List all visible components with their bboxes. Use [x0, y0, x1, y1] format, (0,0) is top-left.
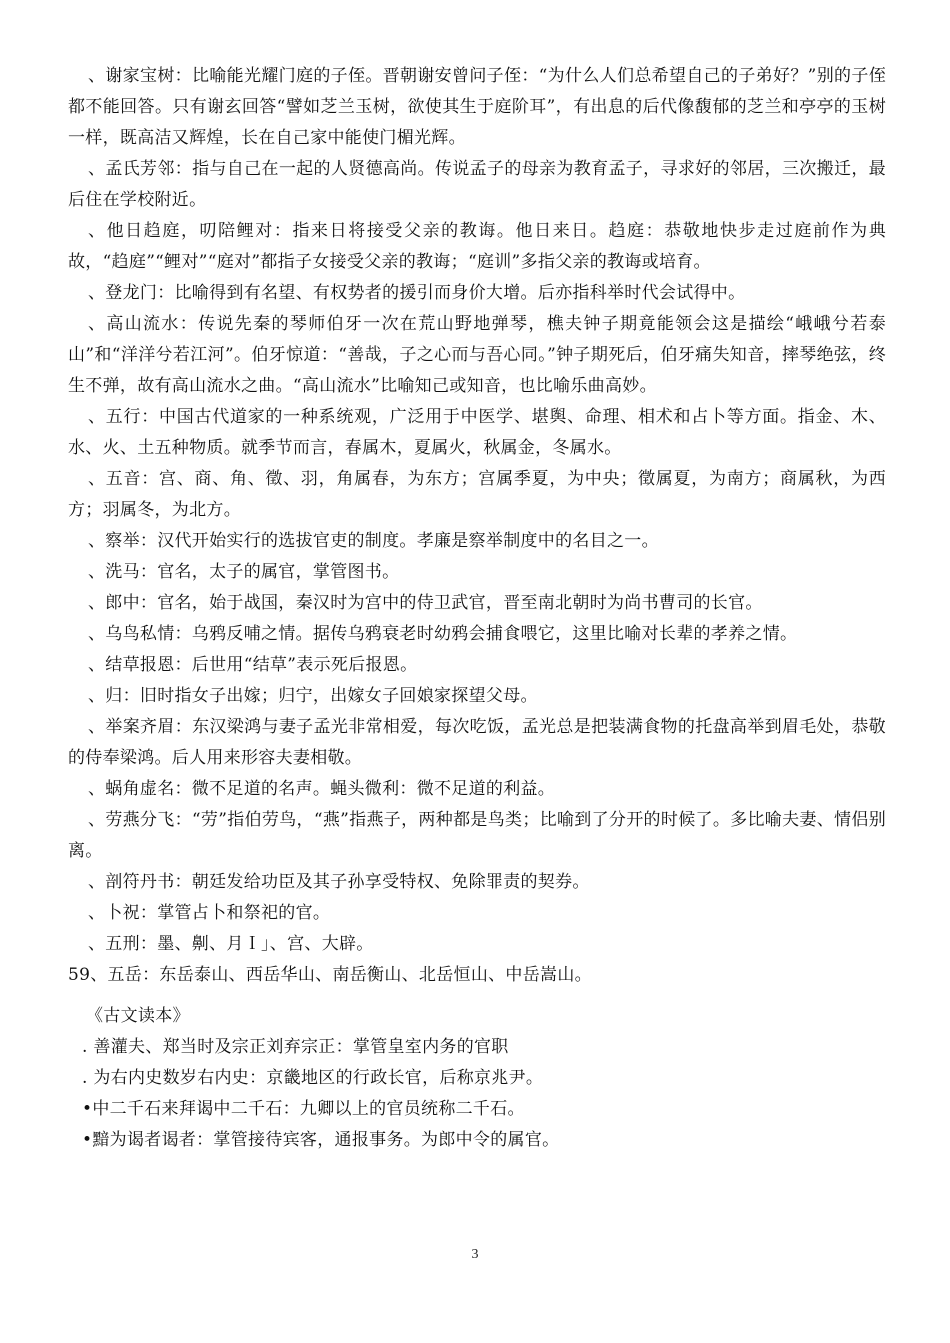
- sub-item: •中二千石来拜谒中二千石：九卿以上的官员统称二千石。: [82, 1099, 525, 1119]
- entry-wuxing-punishments: 、五刑：墨、劓、月Ｉ」、宫、大辟。: [88, 934, 374, 954]
- entry-xiejia-baoshu: 、谢家宝树：比喻能光耀门庭的子侄。晋朝谢安曾问子侄：“为什么人们总希望自己的子弟好？”别的子侄都不能回答。只有谢玄回答“譬如芝兰玉树，欲使其生于庭阶耳”，有出息的后代像馥郁的芝兰和亭亭的玉树一样，既高洁又辉煌，长在自己家中能使门楣光辉。: [68, 66, 886, 148]
- entry-tari-quting: 、他日趋庭，叨陪鲤对：指来日将接受父亲的教诲。他日来日。趋庭：恭敬地快步走过庭前作为典故，“趋庭”“鲤对”“庭对”都指子女接受父亲的教诲；“庭训”多指父亲的教诲或培育。: [68, 221, 886, 272]
- entry-buzhu: 、卜祝：掌管占卜和祭祀的官。: [88, 903, 331, 923]
- entry-wuxing: 、五行：中国古代道家的一种系统观，广泛用于中医学、堪舆、命理、相术和占卜等方面。指金、木、水、火、土五种物质。就季节而言，春属木，夏属火，秋属金，冬属水。: [68, 407, 886, 458]
- entry-wuyin: 、五音：宫、商、角、徵、羽，角属春，为东方；宫属季夏，为中央；徵属夏，为南方；商属秋，为西方；羽属冬，为北方。: [68, 469, 886, 520]
- entry-deng-longmen: 、登龙门：比喻得到有名望、有权势者的援引而身价大增。后亦指科举时代会试得中。: [88, 283, 746, 303]
- sub-item: . 为右内史数岁右内史：京畿地区的行政长官，后称京兆尹。: [82, 1068, 544, 1088]
- entry-xianma: 、洗马：官名，太子的属官，掌管图书。: [88, 562, 400, 582]
- entry-laoyan-fenfei: 、劳燕分飞：“劳”指伯劳鸟，“燕”指燕子，两种都是鸟类；比喻到了分开的时候了。多比喻夫妻、情侣别离。: [68, 810, 886, 861]
- entry-gaoshan-liushui: 、高山流水：传说先秦的琴师伯牙一次在荒山野地弹琴，樵夫钟子期竟能领会这是描绘“峨峨兮若泰山”和“洋洋兮若江河”。伯牙惊道：“善哉，子之心而与吾心同。”钟子期死后，伯牙痛失知音，摔琴绝弦，终生不弹，故有高山流水之曲。“高山流水”比喻知己或知音，也比喻乐曲高妙。: [68, 314, 886, 396]
- entry-jiecao-baoen: 、结草报恩：后世用“结草”表示死后报恩。: [88, 655, 418, 675]
- sub-item: . 善灌夫、郑当时及宗正刘弃宗正：掌管皇室内务的官职: [82, 1037, 509, 1057]
- page-number: 3: [471, 1247, 479, 1262]
- entry-poufu-danshu: 、剖符丹书：朝廷发给功臣及其子孙享受特权、免除罪责的契券。: [88, 872, 590, 892]
- entry-mengshi-fanglin: 、孟氏芳邻：指与自己在一起的人贤德高尚。传说孟子的母亲为教育孟子，寻求好的邻居，三次搬迁，最后住在学校附近。: [68, 159, 886, 210]
- entry-gui: 、归：旧时指女子出嫁；归宁，出嫁女子回娘家探望父母。: [88, 686, 538, 706]
- sub-item: •黯为谒者谒者：掌管接待宾客，通报事务。为郎中令的属官。: [82, 1130, 560, 1150]
- entry-chaju: 、察举：汉代开始实行的选拔官吏的制度。孝廉是察举制度中的名目之一。: [88, 531, 659, 551]
- page-content: [68, 61, 886, 1156]
- entry-juan-qimei: 、举案齐眉：东汉梁鸿与妻子孟光非常相爱，每次吃饭，孟光总是把装满食物的托盘高举到眉毛处，恭敬的侍奉梁鸿。后人用来形容夫妻相敬。: [68, 717, 886, 768]
- entry-wuniao-siqing: 、乌鸟私情：乌鸦反哺之情。据传乌鸦衰老时幼鸦会捕食喂它，这里比喻对长辈的孝养之情。: [88, 624, 798, 644]
- section-title-guwen-duben: 《古文读本》: [86, 1006, 190, 1026]
- entry-langzhong: 、郎中：官名，始于战国，秦汉时为宫中的侍卫武官，晋至南北朝时为尚书曹司的长官。: [88, 593, 763, 613]
- entry-wojiao-xuming: 、蜗角虚名：微不足道的名声。蝇头微利：微不足道的利益。: [88, 779, 556, 799]
- entry-wuyue: 59、五岳：东岳泰山、西岳华山、南岳衡山、北岳恒山、中岳嵩山。: [68, 965, 592, 985]
